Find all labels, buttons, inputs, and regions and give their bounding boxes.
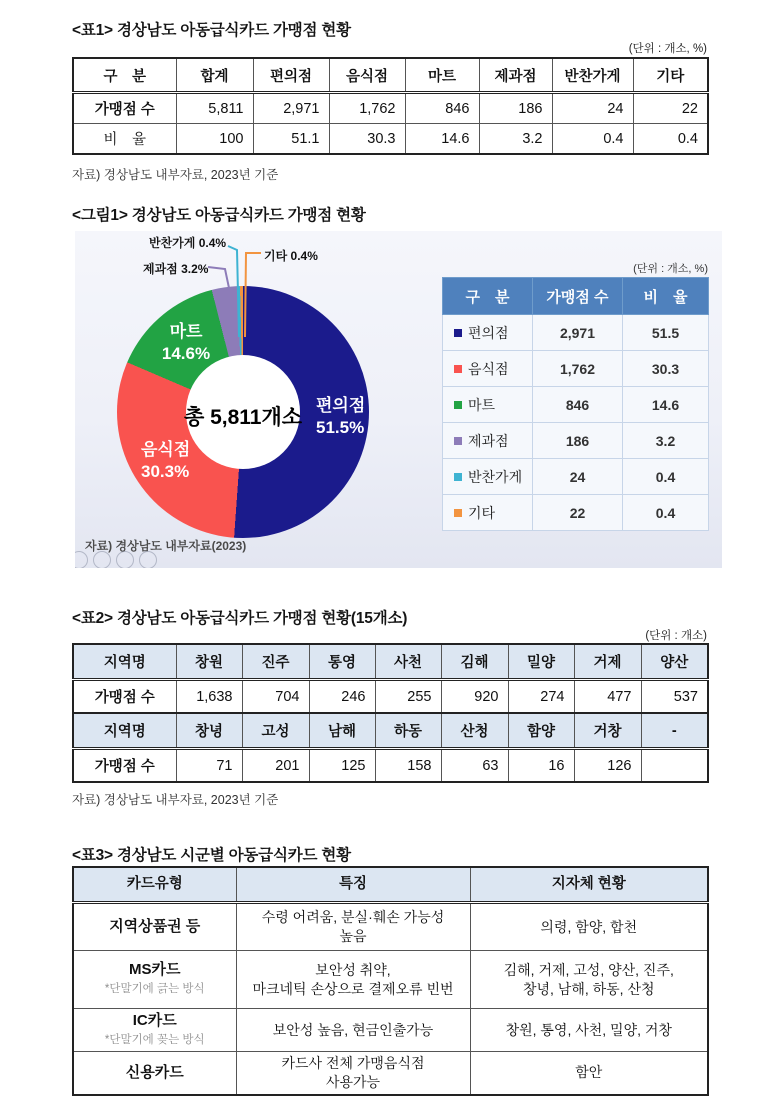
- legend-percent-cell: 0.4: [623, 495, 709, 531]
- feature-cell: [236, 951, 470, 1009]
- figure1-title: <그림1> 경상남도 아동급식카드 가맹점 현황: [72, 207, 366, 224]
- legend-swatch: [454, 401, 462, 409]
- row-label-cell: 가맹점 수: [73, 680, 176, 714]
- header-cell: 제과점: [479, 58, 552, 93]
- header-cell: 거제: [574, 644, 641, 680]
- data-cell: 158: [375, 749, 441, 783]
- regions-line: 창녕, 남해, 하동, 산청: [522, 980, 655, 997]
- card-type-note: *단말기에 꽂는 방식: [104, 1033, 205, 1046]
- card-type-cell: [73, 1052, 236, 1095]
- watermark-circle-icon: [75, 551, 88, 568]
- legend-name-cell: [443, 495, 533, 531]
- legend-count-cell: 1,762: [533, 351, 623, 387]
- header-cell: 마트: [405, 58, 479, 93]
- legend-name: 음식점: [468, 360, 509, 377]
- legend-name-cell: [443, 423, 533, 459]
- feature-line: 수령 어려움, 분실·훼손 가능성: [261, 909, 445, 925]
- regions-line: 창원, 통영, 사천, 밀양, 거창: [505, 1021, 672, 1038]
- data-cell: 51.1: [253, 124, 329, 155]
- legend-swatch: [454, 365, 462, 373]
- chart-legend-table: [442, 277, 709, 531]
- data-cell: 201: [242, 749, 309, 783]
- feature-line: 보안성 높음, 현금인출가능: [272, 1021, 434, 1038]
- data-cell: 100: [176, 124, 253, 155]
- data-cell: 14.6: [405, 124, 479, 155]
- header-cell: 함양: [508, 713, 574, 749]
- regions-cell: [470, 1009, 708, 1052]
- watermark-circle-icon: [93, 551, 111, 568]
- legend-name-cell: [443, 459, 533, 495]
- regions-cell: [470, 903, 708, 951]
- data-cell: 125: [309, 749, 375, 783]
- card-type-cell: [73, 903, 236, 951]
- legend-name: 마트: [468, 396, 496, 413]
- legend-name-cell: [443, 351, 533, 387]
- table1-merchant-summary: [72, 57, 709, 155]
- feature-line: 사용가능: [325, 1073, 381, 1090]
- header-cell: 하동: [375, 713, 441, 749]
- data-cell: 1,762: [329, 93, 405, 124]
- legend-percent-cell: 30.3: [623, 351, 709, 387]
- data-cell: 2,971: [253, 93, 329, 124]
- header-row: [73, 713, 708, 749]
- header-cell: 기타: [633, 58, 708, 93]
- header-cell: 창녕: [176, 713, 242, 749]
- header-cell: 김해: [441, 644, 508, 680]
- header-row: [443, 278, 709, 315]
- callout-label-sidedish: 반찬가게 0.4%: [149, 236, 227, 250]
- regions-cell: [470, 951, 708, 1009]
- data-cell: 846: [405, 93, 479, 124]
- table2-unit-note: (단위 : 개소): [645, 630, 707, 642]
- data-cell: 24: [552, 93, 633, 124]
- legend-count-cell: 22: [533, 495, 623, 531]
- legend-swatch: [454, 473, 462, 481]
- header-cell: 지자체 현황: [470, 867, 708, 903]
- regions-cell: [470, 1052, 708, 1095]
- donut-chart-figure: [75, 231, 722, 568]
- data-cell: 30.3: [329, 124, 405, 155]
- card-type-name: 신용카드: [125, 1063, 184, 1081]
- table-row: [73, 951, 708, 1009]
- callout-label-etc: 기타 0.4%: [264, 249, 318, 263]
- header-cell: 비 율: [623, 278, 709, 315]
- data-cell: 0.4: [552, 124, 633, 155]
- header-cell: 거창: [574, 713, 641, 749]
- header-row: [73, 867, 708, 903]
- data-cell: [641, 749, 708, 783]
- legend-name: 편의점: [468, 324, 509, 341]
- table2-title: <표2> 경상남도 아동급식카드 가맹점 현황(15개소): [72, 610, 408, 627]
- header-cell: 특징: [236, 867, 470, 903]
- table-row: [73, 1009, 708, 1052]
- card-type-cell: [73, 951, 236, 1009]
- header-cell: 지역명: [73, 644, 176, 680]
- header-cell: 남해: [309, 713, 375, 749]
- table-row: [73, 903, 708, 951]
- slice-name: 마트: [169, 322, 203, 341]
- slice-name: 편의점: [316, 396, 366, 415]
- legend-row: [443, 351, 709, 387]
- regions-line: 김해, 거제, 고성, 양산, 진주,: [503, 961, 674, 978]
- regions-line: 의령, 함양, 합천: [540, 918, 638, 935]
- header-cell: 밀양: [508, 644, 574, 680]
- legend-count-cell: 846: [533, 387, 623, 423]
- row-label-cell: 가맹점 수: [73, 749, 176, 783]
- legend-name: 기타: [468, 504, 496, 521]
- header-cell: 편의점: [253, 58, 329, 93]
- card-type-name: 지역상품권 등: [109, 918, 201, 935]
- legend-name-cell: [443, 387, 533, 423]
- data-cell: 537: [641, 680, 708, 714]
- header-cell: 가맹점 수: [533, 278, 623, 315]
- legend-name-cell: [443, 315, 533, 351]
- header-row: [73, 58, 708, 93]
- callout-label-bakery: 제과점 3.2%: [143, 262, 209, 276]
- data-cell: 920: [441, 680, 508, 714]
- legend-count-cell: 2,971: [533, 315, 623, 351]
- card-type-name: MS카드: [129, 961, 181, 978]
- legend-name: 반찬가게: [468, 468, 523, 485]
- legend-count-cell: 186: [533, 423, 623, 459]
- table3-title: <표3> 경상남도 시군별 아동급식카드 현황: [72, 847, 351, 864]
- data-cell: 186: [479, 93, 552, 124]
- data-cell: 3.2: [479, 124, 552, 155]
- donut-total-label: 총 5,811개소: [183, 406, 303, 429]
- card-type-name: IC카드: [132, 1011, 177, 1029]
- legend-row: [443, 387, 709, 423]
- data-cell: 22: [633, 93, 708, 124]
- feature-line: 마크네틱 손상으로 결제오류 빈번: [252, 980, 454, 997]
- regions-line: 함안: [575, 1064, 603, 1081]
- table-row: [73, 1052, 708, 1095]
- figure1-unit-note: (단위 : 개소, %): [633, 263, 708, 275]
- legend-percent-cell: 0.4: [623, 459, 709, 495]
- data-cell: 126: [574, 749, 641, 783]
- legend-row: [443, 315, 709, 351]
- row-label-cell: 가맹점 수: [73, 93, 176, 124]
- table1-unit-note: (단위 : 개소, %): [628, 43, 707, 55]
- feature-line: 카드사 전체 가맹음식점: [281, 1054, 425, 1071]
- header-cell: 양산: [641, 644, 708, 680]
- header-cell: 지역명: [73, 713, 176, 749]
- watermark-circle-icon: [116, 551, 134, 568]
- data-cell: 255: [375, 680, 441, 714]
- table-row: [73, 93, 708, 124]
- data-cell: 246: [309, 680, 375, 714]
- header-cell: 사천: [375, 644, 441, 680]
- legend-row: [443, 423, 709, 459]
- data-cell: 71: [176, 749, 242, 783]
- slice-percent: 30.3%: [141, 462, 190, 481]
- data-cell: 5,811: [176, 93, 253, 124]
- table-row: [73, 749, 708, 783]
- table1-title: <표1> 경상남도 아동급식카드 가맹점 현황: [72, 22, 351, 39]
- feature-line: 보안성 취약,: [315, 961, 391, 978]
- header-cell: 구 분: [73, 58, 176, 93]
- legend-percent-cell: 3.2: [623, 423, 709, 459]
- slice-percent: 51.5%: [316, 418, 365, 437]
- data-cell: 274: [508, 680, 574, 714]
- callout-line-bakery: [208, 267, 229, 288]
- header-cell: 합계: [176, 58, 253, 93]
- header-row: [73, 644, 708, 680]
- feature-line: 높음: [339, 928, 367, 944]
- table2-region-merchants: [72, 643, 709, 783]
- figure1-source: 자료) 경상남도 내부자료(2023): [85, 539, 247, 553]
- header-cell: 구 분: [443, 278, 533, 315]
- legend-percent-cell: 51.5: [623, 315, 709, 351]
- feature-cell: [236, 903, 470, 951]
- legend-row: [443, 495, 709, 531]
- callout-line-sidedish: [228, 246, 239, 337]
- table3-card-types: [72, 866, 709, 1096]
- data-cell: 0.4: [633, 124, 708, 155]
- header-cell: 진주: [242, 644, 309, 680]
- table-row: [73, 680, 708, 714]
- header-cell: 통영: [309, 644, 375, 680]
- data-cell: 63: [441, 749, 508, 783]
- feature-cell: [236, 1052, 470, 1095]
- data-cell: 704: [242, 680, 309, 714]
- card-type-note: *단말기에 긁는 방식: [104, 983, 205, 995]
- header-cell: 창원: [176, 644, 242, 680]
- legend-swatch: [454, 329, 462, 337]
- table2-source: 자료) 경상남도 내부자료, 2023년 기준: [72, 793, 279, 807]
- table-row: [73, 124, 708, 155]
- legend-swatch: [454, 437, 462, 445]
- data-cell: 1,638: [176, 680, 242, 714]
- header-cell: 반찬가게: [552, 58, 633, 93]
- legend-count-cell: 24: [533, 459, 623, 495]
- slice-percent: 14.6%: [161, 344, 211, 363]
- card-type-cell: [73, 1009, 236, 1052]
- table1-source: 자료) 경상남도 내부자료, 2023년 기준: [72, 168, 279, 182]
- watermark-circle-icon: [139, 551, 157, 568]
- header-cell: 고성: [242, 713, 309, 749]
- data-cell: 16: [508, 749, 574, 783]
- callout-line-etc: [245, 253, 261, 337]
- legend-percent-cell: 14.6: [623, 387, 709, 423]
- header-cell: 카드유형: [73, 867, 236, 903]
- header-cell: 음식점: [329, 58, 405, 93]
- data-cell: 477: [574, 680, 641, 714]
- header-cell: 산청: [441, 713, 508, 749]
- legend-row: [443, 459, 709, 495]
- legend-swatch: [454, 509, 462, 517]
- header-cell: -: [641, 713, 708, 749]
- row-label-cell: 비 율: [73, 124, 176, 155]
- legend-name: 제과점: [468, 432, 509, 449]
- slice-name: 음식점: [141, 440, 191, 459]
- feature-cell: [236, 1009, 470, 1052]
